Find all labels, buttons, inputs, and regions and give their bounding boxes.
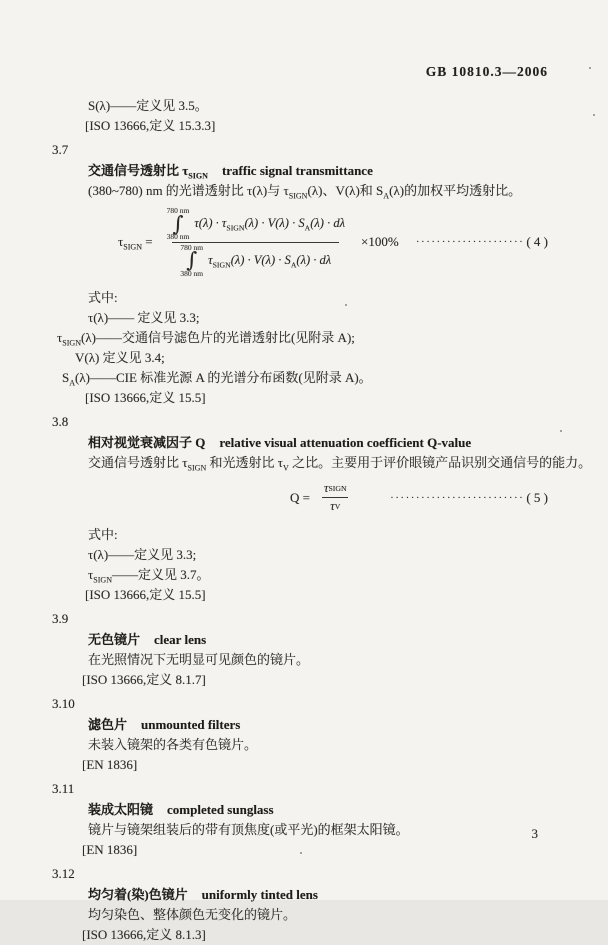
term-line-3-10: [88, 714, 548, 735]
term-en: uniformly tinted lens: [201, 886, 318, 902]
formula-5-fraction: [316, 481, 355, 514]
iso-reference-3-7: [ISO 13666,定义 15.5]: [85, 389, 206, 405]
term-cn: 装成太阳镜: [88, 801, 154, 817]
integral-lower-limit: 380 nm: [166, 232, 190, 242]
term-en: traffic signal transmittance: [221, 163, 373, 178]
term-line-3-12: [88, 884, 548, 905]
section-number-3-9: 3.9: [52, 610, 69, 626]
en-reference-3-11: [EN 1836]: [82, 841, 138, 857]
section-number-3-12: 3.12: [52, 865, 75, 881]
formula-5: [52, 481, 548, 515]
en-reference-3-10: [EN 1836]: [82, 756, 138, 772]
scan-speck: [589, 67, 591, 69]
definition-text-3-11: 镜片与镜架组装后的带有顶焦度(或平光)的框架太阳镜。: [88, 821, 409, 837]
where-label-3-8: 式中:: [88, 526, 118, 542]
section-number-3-10: 3.10: [52, 695, 75, 711]
where-item: $\tau_{SIGN}——$定义见 3.7。: [88, 566, 210, 585]
definition-text-3-8: 交通信号透射比 $\tau_{SIGN}$ 和光透射比 $\tau_V$ 之比。主要用于评价眼镜产品识别交通信号的能力。: [88, 454, 592, 473]
formula-4-fraction: [159, 207, 353, 278]
iso-reference-3-8: [ISO 13666,定义 15.5]: [85, 586, 206, 602]
term-line-3-7: [88, 160, 548, 181]
iso-reference-3-12: [ISO 13666,定义 8.1.3]: [82, 926, 206, 942]
formula-5-numerator: τ SIGN: [323, 481, 347, 496]
term-cn: 交通信号透射比 $\tau_{SIGN}$: [88, 163, 208, 181]
term-line-3-11: [88, 799, 548, 820]
term-en: unmounted filters: [141, 716, 241, 732]
term-cn: 相对视觉衰减因子 Q: [88, 434, 206, 450]
definition-text-3-7: (380~780) nm 的光谱透射比 τ(λ)与 $\tau_{SIGN}(\lambda)$、V(λ)和 $S_A(\lambda)$的加权平均透射比。: [88, 183, 522, 201]
section-number-3-7: 3.7: [52, 142, 69, 157]
section-number-3-11: 3.11: [52, 780, 75, 796]
integral-lower-limit: 380 nm: [180, 269, 204, 279]
formula-4-denominator: [172, 242, 339, 278]
formula-4-lhs: $\tau_{SIGN}$ =: [118, 234, 153, 252]
scan-speck: [593, 114, 595, 116]
dotted-leader: ··························: [390, 491, 525, 504]
term-en: completed sunglass: [167, 801, 274, 817]
integral-sign-glyph: ∫: [186, 248, 198, 273]
term-line-3-8: [88, 432, 548, 453]
term-en: relative visual attenuation coefficient Q-value: [219, 434, 472, 450]
dotted-leader: ·····················: [415, 236, 525, 249]
numerator-integrand: $\tau(\lambda) \cdot \tau_{SIGN}(\lambda) \cdot V(\lambda) \cdot S_A(\lambda) \cdot d\lambda$: [194, 216, 345, 233]
where-label-3-7: 式中:: [88, 289, 118, 305]
term-line-3-9: [88, 629, 548, 650]
section-number-3-8: 3.8: [52, 413, 69, 429]
scan-speck: [345, 304, 347, 306]
integral-sign-glyph: ∫: [172, 211, 184, 236]
integral-upper-limit: 780 nm: [180, 242, 204, 252]
formula-5-lhs: Q =: [290, 489, 310, 505]
equation-number-4: ( 4 ): [526, 234, 548, 250]
equation-number-5: ( 5 ): [526, 489, 548, 505]
standard-number-header: GB 10810.3—2006: [425, 64, 548, 79]
formula-4-numerator: [159, 207, 353, 242]
definition-text-3-9: 在光照情况下无明显可见颜色的镜片。: [88, 651, 310, 667]
formula-4: [52, 207, 548, 278]
scan-speck: [560, 430, 562, 432]
denominator-integrand: $\tau_{SIGN}(\lambda) \cdot V(\lambda) \cdot S_A(\lambda) \cdot d\lambda$: [208, 253, 332, 270]
term-cn: 无色镜片: [88, 631, 141, 647]
integral-symbol: [180, 244, 203, 278]
where-item: τ(λ)——定义见 3.3;: [88, 546, 197, 562]
iso-reference-3-9: [ISO 13666,定义 8.1.7]: [82, 671, 206, 687]
where-item: $S_A(\lambda)——CIE$ 标准光源 A 的光谱分布函数(见附录 A)。: [62, 369, 372, 388]
preamble-iso-reference: [ISO 13666,定义 15.3.3]: [85, 118, 216, 133]
integral-upper-limit: 780 nm: [166, 206, 190, 215]
definition-text-3-10: 未装入镜架的各类有色镜片。: [88, 736, 258, 752]
term-cn: 均匀着(染)色镜片: [88, 886, 188, 902]
scan-speck: [300, 852, 302, 854]
formula-5-denominator: τ V: [322, 497, 348, 514]
page-number: 3: [531, 826, 538, 841]
formula-4-times-100: ×100%: [361, 234, 399, 250]
where-item: $\tau_{SIGN}(\lambda)——$交通信号滤色片的光谱透射比(见附录 A);: [57, 329, 355, 348]
term-en: clear lens: [154, 631, 207, 647]
preamble-definition-line: S(λ)——定义见 3.5。: [88, 98, 208, 113]
where-item: V(λ) 定义见 3.4;: [75, 349, 165, 365]
where-item: τ(λ)—— 定义见 3.3;: [88, 309, 200, 325]
definition-text-3-12: 均匀染色、整体颜色无变化的镜片。: [88, 906, 297, 922]
integral-symbol: [167, 207, 190, 241]
term-cn: 滤色片: [88, 716, 128, 732]
